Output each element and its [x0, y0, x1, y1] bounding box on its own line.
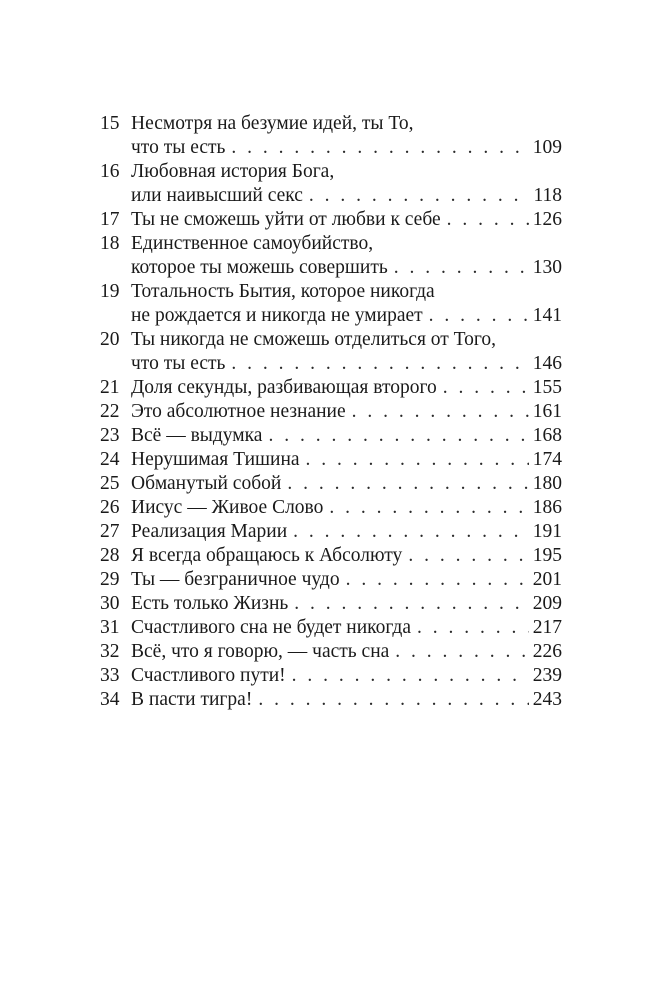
page-number: 141 — [532, 305, 562, 326]
chapter-number: 27 — [100, 521, 120, 542]
toc-entry — [100, 376, 562, 400]
page-number: 174 — [532, 449, 562, 470]
chapter-number: 25 — [100, 473, 120, 494]
page-number: 243 — [532, 689, 562, 710]
chapter-title — [131, 592, 562, 616]
chapter-title — [131, 400, 562, 424]
chapter-title-line: Я всегда обращаюсь к Абсолюту — [131, 545, 403, 566]
chapter-title-line: Счастливого сна не будет никогда — [131, 617, 411, 638]
chapter-number: 31 — [100, 617, 120, 638]
chapter-title — [131, 616, 562, 640]
dot-leader — [231, 352, 528, 376]
toc-entry — [100, 472, 562, 496]
dot-leader — [292, 664, 529, 688]
dot-leader — [417, 616, 529, 640]
chapter-title — [131, 160, 562, 208]
chapter-number: 26 — [100, 497, 120, 518]
toc-entry — [100, 112, 562, 160]
chapter-title — [131, 424, 562, 448]
dot-leader — [231, 136, 528, 160]
chapter-title — [131, 472, 562, 496]
chapter-title-line: Любовная история Бога, — [131, 161, 335, 182]
chapter-title-line: Тотальность Бытия, которое никогда — [131, 281, 435, 302]
chapter-number: 15 — [100, 113, 120, 134]
page-number: 118 — [533, 185, 562, 206]
chapter-title — [131, 640, 562, 664]
page-number: 180 — [532, 473, 562, 494]
chapter-title — [131, 664, 562, 688]
chapter-title-line: Есть только Жизнь — [131, 593, 289, 614]
toc-entry — [100, 568, 562, 592]
chapter-title-line: Счастливого пути! — [131, 665, 286, 686]
chapter-title-line: которое ты можешь совершить — [131, 257, 388, 278]
toc-entry — [100, 496, 562, 520]
chapter-title-line: Ты — безграничное чудо — [131, 569, 340, 590]
chapter-title-line: Иисус — Живое Слово — [131, 497, 324, 518]
page-number: 217 — [532, 617, 562, 638]
dot-leader — [429, 304, 529, 328]
chapter-title-line: Ты не сможешь уйти от любви к себе — [131, 209, 441, 230]
dot-leader — [447, 208, 529, 232]
dot-leader — [346, 568, 529, 592]
toc-entry — [100, 232, 562, 280]
chapter-title-line: Единственное самоубийство, — [131, 233, 374, 254]
dot-leader — [394, 256, 529, 280]
dot-leader — [306, 448, 529, 472]
chapter-title-line: Доля секунды, разбивающая второго — [131, 377, 437, 398]
chapter-title-line: Всё, что я говорю, — часть сна — [131, 641, 390, 662]
page-number: 130 — [532, 257, 562, 278]
chapter-number: 34 — [100, 689, 120, 710]
chapter-number: 30 — [100, 593, 120, 614]
chapter-number: 24 — [100, 449, 120, 470]
chapter-title-line: что ты есть — [131, 353, 226, 374]
dot-leader — [443, 376, 529, 400]
dot-leader — [329, 496, 528, 520]
dot-leader — [352, 400, 529, 424]
page-number: 146 — [532, 353, 562, 374]
dot-leader — [258, 688, 528, 712]
chapter-number: 33 — [100, 665, 120, 686]
toc-entry — [100, 208, 562, 232]
toc-entry — [100, 688, 562, 712]
page-number: 168 — [532, 425, 562, 446]
page-number: 186 — [532, 497, 562, 518]
chapter-title — [131, 496, 562, 520]
toc-entry — [100, 424, 562, 448]
chapter-title-line: не рождается и никогда не умирает — [131, 305, 423, 326]
chapter-title-line: Реализация Марии — [131, 521, 288, 542]
chapter-number: 18 — [100, 233, 120, 254]
chapter-title-line: Это абсолютное незнание — [131, 401, 346, 422]
chapter-title — [131, 568, 562, 592]
chapter-number: 23 — [100, 425, 120, 446]
dot-leader — [268, 424, 528, 448]
toc-entry — [100, 520, 562, 544]
dot-leader — [408, 544, 528, 568]
toc-entry — [100, 544, 562, 568]
dot-leader — [287, 472, 528, 496]
chapter-number: 28 — [100, 545, 120, 566]
chapter-title-line: В пасти тигра! — [131, 689, 253, 710]
chapter-title-line: что ты есть — [131, 137, 226, 158]
page-number: 239 — [532, 665, 562, 686]
chapter-number: 17 — [100, 209, 120, 230]
page-number: 209 — [532, 593, 562, 614]
dot-leader — [293, 520, 529, 544]
page-number: 161 — [532, 401, 562, 422]
table-of-contents — [100, 112, 562, 712]
chapter-title-line: Ты никогда не сможешь отделиться от Того, — [131, 329, 497, 350]
dot-leader — [395, 640, 528, 664]
toc-entry — [100, 328, 562, 376]
chapter-title — [131, 112, 562, 160]
chapter-title — [131, 328, 562, 376]
chapter-number: 22 — [100, 401, 120, 422]
chapter-title — [131, 376, 562, 400]
toc-entry — [100, 592, 562, 616]
chapter-number: 21 — [100, 377, 120, 398]
chapter-number: 29 — [100, 569, 120, 590]
chapter-title-line: Обманутый собой — [131, 473, 282, 494]
chapter-number: 16 — [100, 161, 120, 182]
page-number: 201 — [532, 569, 562, 590]
chapter-title — [131, 280, 562, 328]
toc-entry — [100, 280, 562, 328]
chapter-title — [131, 208, 562, 232]
chapter-title — [131, 544, 562, 568]
page-number: 126 — [532, 209, 562, 230]
toc-entry — [100, 664, 562, 688]
chapter-number: 20 — [100, 329, 120, 350]
chapter-title-line: Всё — выдумка — [131, 425, 263, 446]
page-number: 109 — [532, 137, 562, 158]
toc-entry — [100, 616, 562, 640]
dot-leader — [294, 592, 528, 616]
chapter-title-line: или наивысший секс — [131, 185, 303, 206]
toc-entry — [100, 160, 562, 208]
dot-leader — [309, 184, 530, 208]
chapter-title — [131, 232, 562, 280]
toc-entry — [100, 640, 562, 664]
chapter-title-line: Несмотря на безумие идей, ты То, — [131, 113, 414, 134]
chapter-title-line: Нерушимая Тишина — [131, 449, 300, 470]
chapter-title — [131, 448, 562, 472]
chapter-title — [131, 520, 562, 544]
page-number: 226 — [532, 641, 562, 662]
page-number: 191 — [532, 521, 562, 542]
page-number: 195 — [532, 545, 562, 566]
chapter-number: 32 — [100, 641, 120, 662]
chapter-number: 19 — [100, 281, 120, 302]
toc-entry — [100, 400, 562, 424]
toc-entry — [100, 448, 562, 472]
chapter-title — [131, 688, 562, 712]
page-number: 155 — [532, 377, 562, 398]
